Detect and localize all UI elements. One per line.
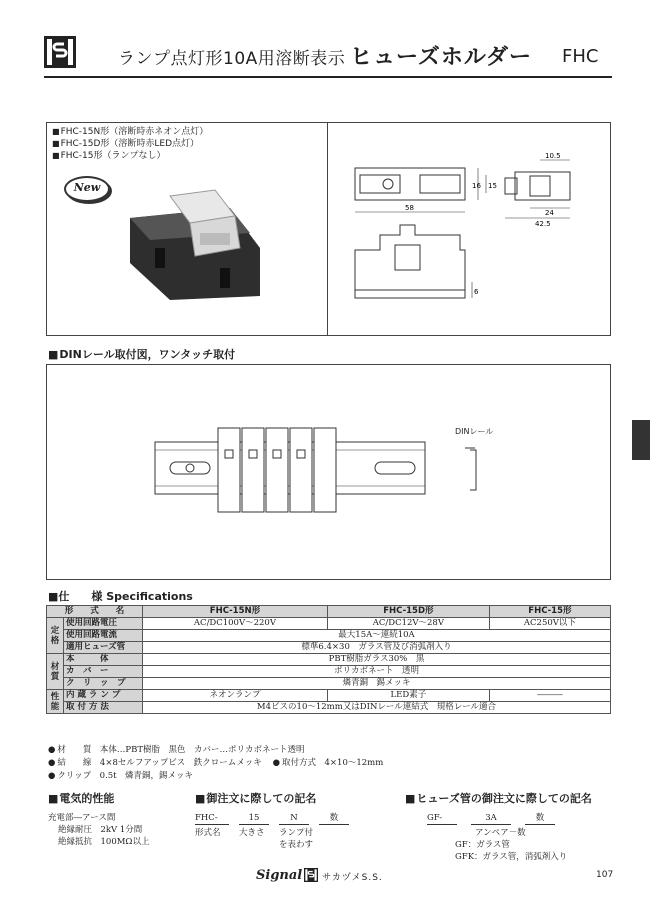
spec-label: 本 体 <box>64 654 143 666</box>
new-badge: New <box>64 176 110 202</box>
spec-header-model: 形 式 名 <box>47 606 143 618</box>
spec-label: ク リ ッ プ <box>64 678 143 690</box>
dim-top-h1: 16 <box>472 182 481 190</box>
table-row <box>47 702 611 714</box>
table-row <box>47 630 611 642</box>
table-row <box>47 666 611 678</box>
page-number: 107 <box>596 870 614 880</box>
order-code: GF- <box>427 812 457 825</box>
order-fuse-codes <box>405 812 592 825</box>
table-row <box>47 618 611 630</box>
spec-cell: ネオンランプ <box>143 690 328 702</box>
spec-table <box>46 605 611 714</box>
side-index-tab <box>632 420 650 460</box>
product-box-divider <box>327 122 328 336</box>
spec-cell: 燐青銅 錫メッキ <box>143 678 611 690</box>
spec-label: 適用ヒューズ管 <box>64 642 143 654</box>
spec-cell: AC/DC12V～28V <box>327 618 489 630</box>
electrical-line: 充電部―アース間 <box>48 813 116 823</box>
spec-header-n: FHC-15N形 <box>143 606 328 618</box>
spec-header-d: FHC-15D形 <box>327 606 489 618</box>
order-code: 数 <box>319 812 349 825</box>
order-holder-title: ■ 御注文に際しての記名 <box>195 790 349 806</box>
order-fuse-title: ■ ヒューズ管の御注文に際しての記名 <box>405 790 592 806</box>
product-photo-icon <box>110 178 270 308</box>
note-item: ● 結 線 4×8セルフアップビス 鉄クロームメッキ <box>48 757 262 770</box>
spec-label: カ バ ー <box>64 666 143 678</box>
model-item: ■ FHC-15形（ランプなし） <box>52 150 208 162</box>
order-fuse-section <box>405 790 592 863</box>
table-row <box>47 606 611 618</box>
order-code: FHC- <box>195 812 229 825</box>
product-code: FHC <box>562 46 599 67</box>
order-label: 大きさ <box>239 828 265 838</box>
order-holder-section <box>195 790 349 851</box>
company-logo-icon <box>44 36 76 68</box>
model-item: ■ FHC-15N形（溶断時赤ネオン点灯） <box>52 126 208 138</box>
order-fuse-gf: GF：ガラス管 <box>455 840 510 850</box>
dim-side-total: 42.5 <box>535 220 551 228</box>
order-code: 3A <box>471 812 511 825</box>
page-title: ヒューズホルダー <box>350 45 533 70</box>
dim-top-width: 58 <box>405 204 414 212</box>
spec-cell: AC250V以下 <box>489 618 610 630</box>
spec-title-marker: ■ <box>48 590 59 603</box>
spec-group-perf: 性能 <box>47 690 64 714</box>
electrical-title: ■ 電気的性能 <box>48 790 149 806</box>
spec-header-p: FHC-15形 <box>489 606 610 618</box>
model-list <box>52 126 208 162</box>
spec-cell: 最大15A～連続10A <box>143 630 611 642</box>
spec-label: 使用回路電流 <box>64 630 143 642</box>
order-code: N <box>279 812 309 825</box>
spec-cell: PBT樹脂ガラス30% 黒 <box>143 654 611 666</box>
spec-label: 内 蔵 ラ ン プ <box>64 690 143 702</box>
spec-section-title <box>48 588 193 604</box>
note-item: ● 材 質 本体…PBT樹脂 黒色 カバー…ポリカボネート透明 <box>48 744 304 757</box>
spec-cell: ポリカボネート 透明 <box>143 666 611 678</box>
electrical-line: 絶縁抵抗 100MΩ以上 <box>58 837 150 847</box>
order-holder-labels <box>195 827 349 851</box>
dimension-drawing <box>340 150 610 325</box>
order-label: 形式名 <box>195 828 221 838</box>
table-row <box>47 678 611 690</box>
dim-side-top: 10.5 <box>545 152 561 160</box>
order-holder-codes <box>195 812 349 825</box>
din-rail-drawing <box>150 420 490 520</box>
electrical-line: 絶縁耐圧 2kV 1分間 <box>58 825 143 835</box>
table-row <box>47 654 611 666</box>
spec-label: 取 付 方 法 <box>64 702 143 714</box>
order-label: ランプ付 を表わす <box>279 828 314 850</box>
din-rail-label: DINレール <box>455 427 494 436</box>
din-section-title: ■ DINレール取付図，ワンタッチ取付 <box>48 346 235 362</box>
spec-label: 使用回路電圧 <box>64 618 143 630</box>
table-row <box>47 642 611 654</box>
order-code: 15 <box>239 812 269 825</box>
table-row <box>47 690 611 702</box>
header-rule <box>44 76 612 78</box>
dim-side-mid: 24 <box>545 209 554 217</box>
dim-top-h2: 15 <box>488 182 497 190</box>
spec-group-material: 材質 <box>47 654 64 690</box>
spec-cell: ――― <box>489 690 610 702</box>
notes <box>48 744 383 783</box>
note-item: ● クリップ 0.5t 燐青銅，錫メッキ <box>48 770 193 783</box>
spec-cell: M4ビスの10～12mm又はDINレール連結式 規格レール適合 <box>143 702 611 714</box>
page-title-sub: ランプ点灯形10A用溶断表示 <box>118 49 346 69</box>
spec-title: 仕 様 Specifications <box>58 590 193 603</box>
spec-cell: LED素子 <box>327 690 489 702</box>
footer-logo-icon <box>304 868 318 882</box>
footer-company: サカヅメS.S. <box>322 873 383 883</box>
dim-front-h: 6 <box>474 288 479 296</box>
electrical-section <box>48 790 149 848</box>
order-fuse-amp: アンペア－数 <box>475 828 526 838</box>
footer-brand: Signal <box>256 868 303 883</box>
order-code: 数 <box>525 812 555 825</box>
spec-cell: AC/DC100V～220V <box>143 618 328 630</box>
note-item: ● 取付方式 4×10～12mm <box>273 757 384 770</box>
model-item: ■ FHC-15D形（溶断時赤LED点灯） <box>52 138 208 150</box>
spec-group-rating: 定格 <box>47 618 64 654</box>
order-fuse-gfk: GFK：ガラス管，消弧剤入り <box>455 852 568 862</box>
spec-cell: 標準6.4×30 ガラス管及び消弧剤入り <box>143 642 611 654</box>
